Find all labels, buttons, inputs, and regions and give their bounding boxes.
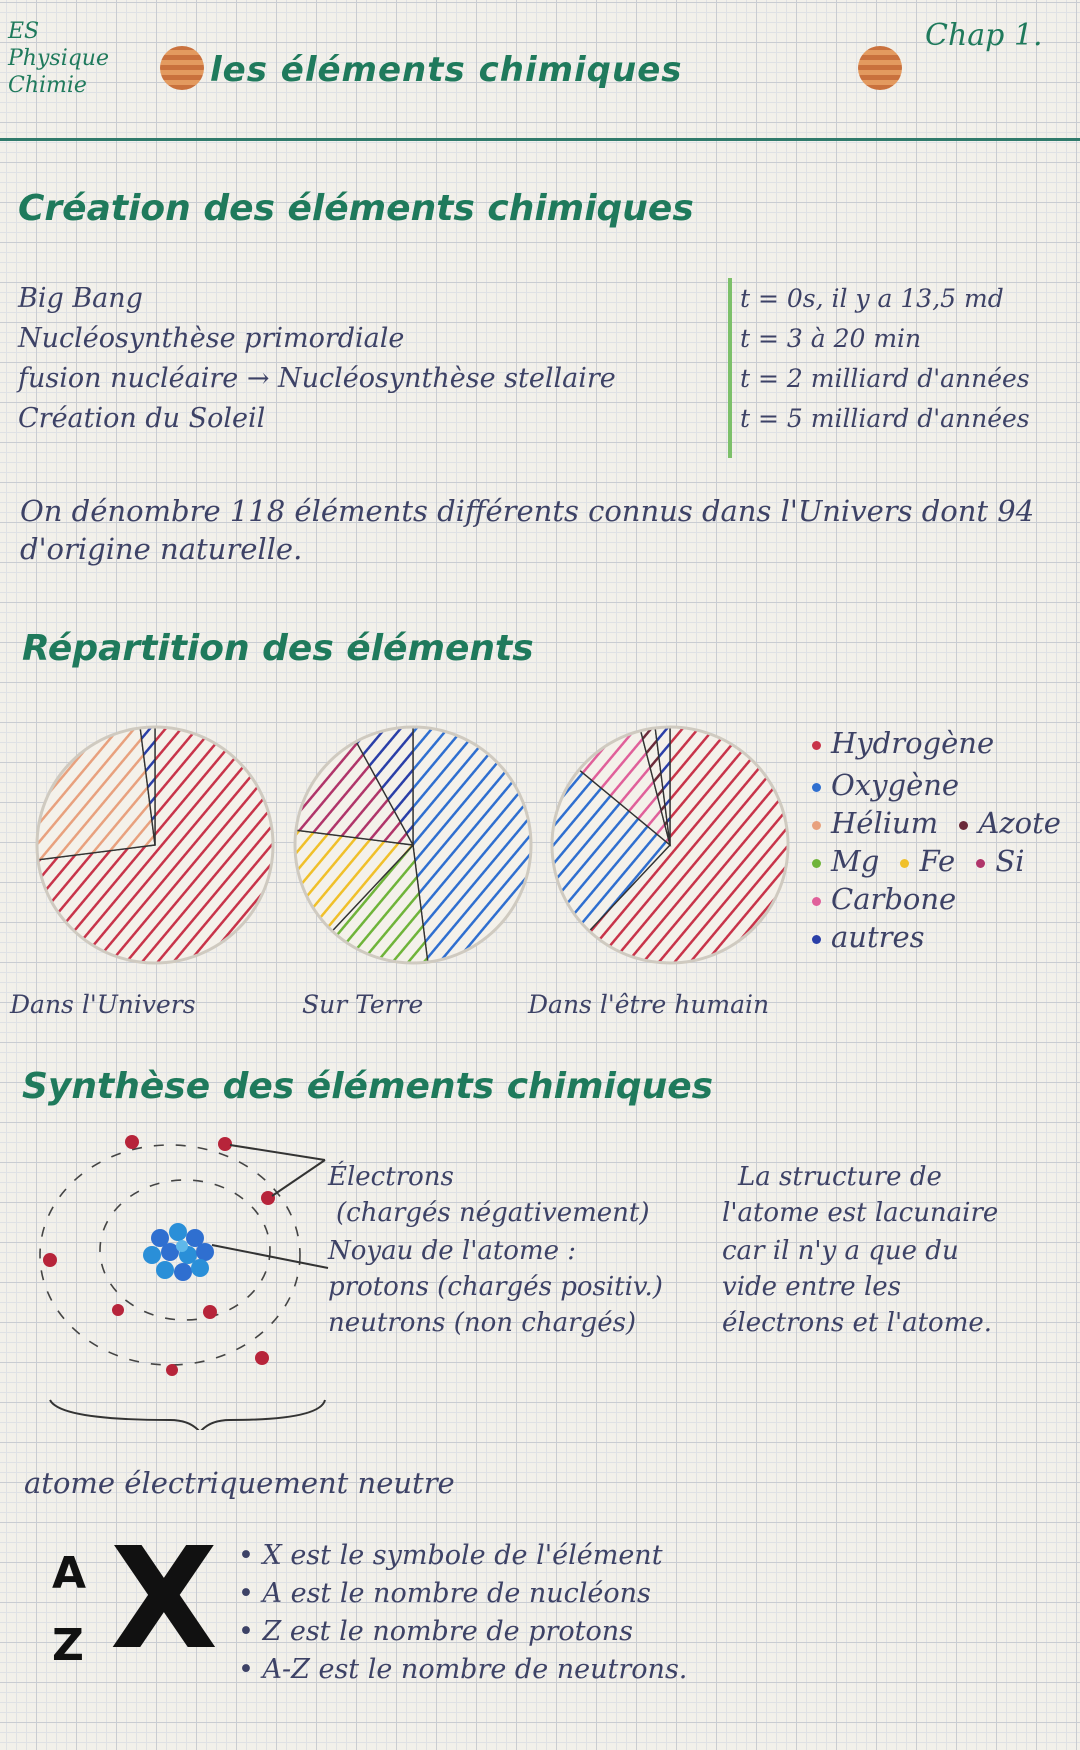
legend-dot-icon <box>900 859 909 868</box>
protons-desc: protons (chargés positiv.) <box>328 1272 663 1302</box>
legend-label: Fe <box>919 844 956 878</box>
legend-oxygene <box>812 770 959 800</box>
electrons-label: Électrons <box>328 1162 454 1192</box>
lacunaire-line-1: La structure de <box>738 1162 942 1192</box>
nucleus <box>143 1223 214 1281</box>
subject-line-1: ES <box>8 19 40 44</box>
legend-dot-icon <box>812 897 821 906</box>
decorative-dot-right <box>858 46 902 90</box>
legend-label: Mg <box>831 844 880 878</box>
heading-synthese: Synthèse des éléments chimiques <box>22 1066 714 1107</box>
legend-label: Hydrogène <box>831 726 995 760</box>
legend-mg-fe-si <box>812 846 1025 876</box>
pie-slice-hélium <box>37 728 155 860</box>
legend-carbone <box>812 884 956 914</box>
legend-label: Azote <box>978 806 1061 840</box>
header-rule <box>0 138 1080 141</box>
legend-dot-icon <box>812 783 821 792</box>
pie-label-humain: Dans l'être humain <box>528 990 770 1019</box>
event-label-2: Nucléosynthèse primordiale <box>18 323 405 354</box>
heading-creation: Création des éléments chimiques <box>18 188 694 229</box>
noyau-label: Noyau de l'atome : <box>328 1236 577 1266</box>
pie-slice-oxygène <box>413 727 531 962</box>
event-label-1: Big Bang <box>18 283 143 314</box>
notation-Z: Z <box>52 1620 84 1671</box>
event-time-1: t = 0s, il y a 13,5 md <box>740 284 1004 313</box>
legend-dot-icon <box>959 821 968 830</box>
legend-dot-icon <box>812 859 821 868</box>
notation-X: X <box>110 1518 218 1681</box>
legend-dot-icon <box>812 821 821 830</box>
event-label-4: Création du Soleil <box>18 403 266 434</box>
brace-icon <box>50 1400 325 1430</box>
legend-dot-icon <box>812 935 821 944</box>
page-title: les éléments chimiques <box>210 50 683 90</box>
legend-label: Oxygène <box>831 768 960 802</box>
legend-hydrogene <box>812 728 994 758</box>
subject-line-2: Physique <box>8 46 109 71</box>
event-time-2: t = 3 à 20 min <box>740 324 922 353</box>
lacunaire-line-3: car il n'y a que du <box>722 1236 959 1266</box>
subject-line-3: Chimie <box>8 73 87 98</box>
legend-helium-azote <box>812 808 1061 838</box>
legend-autres <box>812 922 925 952</box>
definition-Z: • Z est le nombre de protons <box>238 1616 633 1647</box>
pie-charts <box>0 700 800 980</box>
lacunaire-line-4: vide entre les <box>722 1272 902 1302</box>
definition-AZ: • A-Z est le nombre de neutrons. <box>238 1654 688 1685</box>
chapter-label: Chap 1. <box>925 18 1043 53</box>
lacunaire-line-5: électrons et l'atome. <box>722 1308 993 1338</box>
elements-count-note: On dénombre 118 éléments différents connus dans l'Univers dont 94 d'origine naturelle. <box>20 494 1035 566</box>
legend-label: autres <box>831 920 925 954</box>
legend-label: Si <box>995 844 1025 878</box>
electrons-desc: (chargés négativement) <box>336 1198 650 1228</box>
decorative-dot-left <box>160 46 204 90</box>
event-label-3: fusion nucléaire → Nucléosynthèse stellaire <box>18 363 616 394</box>
atom-diagram <box>20 1120 350 1430</box>
event-time-4: t = 5 milliard d'années <box>740 404 1030 433</box>
neutral-atom-note: atome électriquement neutre <box>24 1466 455 1500</box>
pie-label-terre: Sur Terre <box>302 990 424 1019</box>
legend-dot-icon <box>976 859 985 868</box>
timeline-divider <box>728 278 732 458</box>
pie-label-univers: Dans l'Univers <box>10 990 196 1019</box>
lacunaire-line-2: l'atome est lacunaire <box>722 1198 999 1228</box>
event-time-3: t = 2 milliard d'années <box>740 364 1030 393</box>
definition-X: • X est le symbole de l'élément <box>238 1540 663 1571</box>
definition-A: • A est le nombre de nucléons <box>238 1578 651 1609</box>
legend-label: Hélium <box>831 806 939 840</box>
heading-repartition: Répartition des éléments <box>22 628 534 669</box>
legend-label: Carbone <box>831 882 957 916</box>
subject-label <box>8 18 109 99</box>
legend-dot-icon <box>812 741 821 750</box>
neutrons-desc: neutrons (non chargés) <box>328 1308 637 1338</box>
notation-A: A <box>52 1548 87 1599</box>
